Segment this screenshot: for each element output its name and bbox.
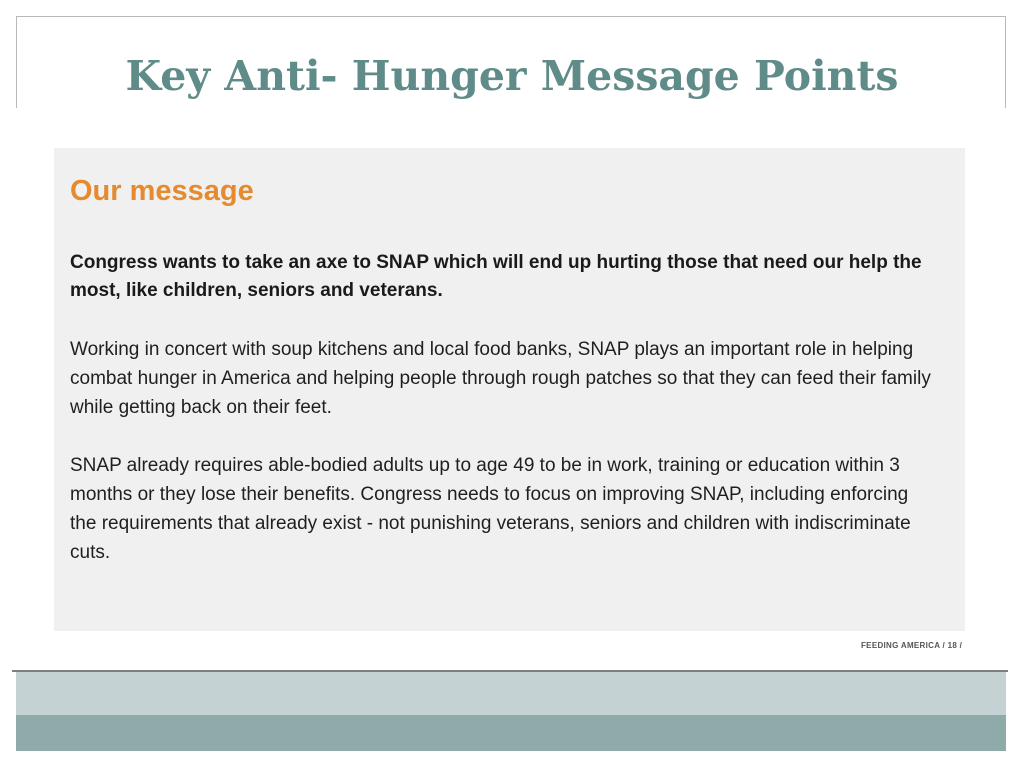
footer-band-dark — [16, 715, 1006, 751]
body-paragraph-2: SNAP already requires able-bodied adults up to age 49 to be in work, training or education within 3 months or they lose their benefits. Congress needs to focus on improving SNAP, including enforcing the requirements that already exist - not punishing veterans, seniors and children with indiscriminate cuts. — [70, 455, 911, 563]
slide-title: Key Anti- Hunger Message Points — [125, 52, 899, 100]
footer-page-label: FEEDING AMERICA / 18 / — [861, 641, 963, 650]
footer-band-light — [16, 672, 1006, 715]
body-paragraph-1: Working in concert with soup kitchens and local food banks, SNAP plays an important role in helping combat hunger in America and helping people through rough patches so that they can feed their family while getting back on their feet. — [70, 339, 931, 418]
message-panel — [54, 148, 965, 631]
lead-statement: Congress wants to take an axe to SNAP which will end up hurting those that need our help the most, like children, seniors and veterans. — [70, 252, 922, 301]
panel-heading: Our message — [70, 175, 254, 207]
